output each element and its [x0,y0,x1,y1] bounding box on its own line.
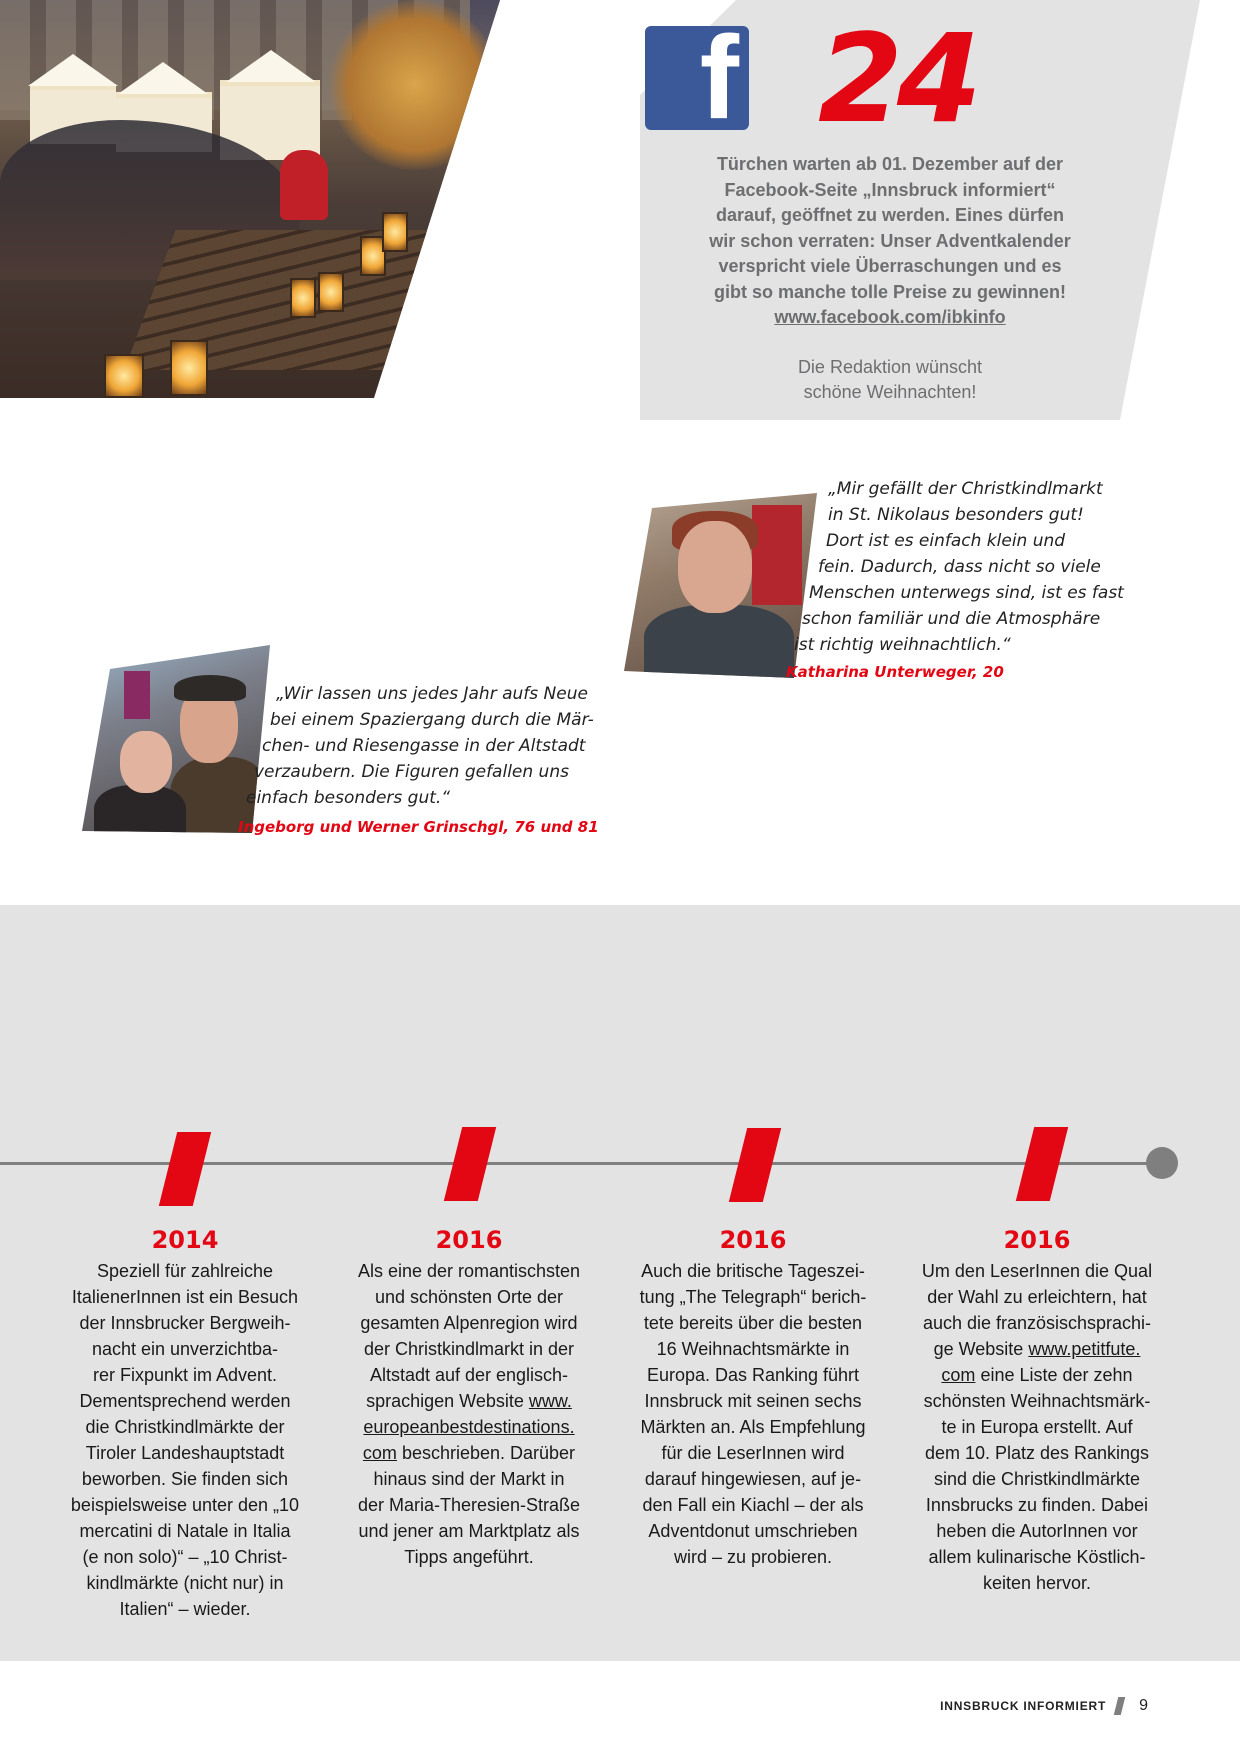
facebook-text-line: Facebook-Seite „Innsbruck informiert“ [724,179,1056,200]
text-line: Märkten an. Als Empfehlung [640,1417,866,1437]
text-line: und jener am Marktplatz als [358,1521,580,1541]
text-line: Italien“ – wieder. [119,1599,251,1619]
facebook-text-line: darauf, geöffnet zu werden. Eines dürfen [715,205,1065,225]
text-line: dem 10. Platz des Rankings [924,1443,1150,1463]
text-line: auch die französischsprachi- [922,1313,1152,1333]
facebook-text-line: gibt so manche tolle Preise zu gewinnen! [713,281,1067,302]
text-line: Adventdonut umschrieben [648,1521,858,1541]
slash-divider-icon [1114,1697,1125,1715]
text-line: Um den LeserInnen die Qual [921,1261,1153,1281]
quote-author-grinschgl: Ingeborg und Werner Grinschgl, 76 und 81 [238,818,599,836]
timeline-text [912,1258,1162,1596]
text-line: kindlmärkte (nicht nur) in [86,1573,284,1593]
text-line [912,1362,1162,1388]
quote-line: Dort ist es einfach klein und [826,531,1066,551]
text-line: sind die Christkindlmärkte [933,1469,1141,1489]
facebook-text [690,152,1090,406]
quote-line: schon familiär und die Atmosphäre [802,609,1101,629]
text-line: Innsbruck mit seinen sechs [644,1391,862,1411]
christmas-market-photo [0,0,500,398]
portrait-grinschgl [82,645,270,833]
quote-line: ist richtig weihnachtlich.“ [794,635,1011,655]
text-line: hinaus sind der Markt in [373,1469,565,1489]
website-link[interactable]: com [941,1365,976,1385]
text-line: schönsten Weihnachtsmärk- [923,1391,1151,1411]
quote-line: „Mir gefällt der Christkindlmarkt [828,479,1103,499]
timeline-end-dot [1146,1147,1178,1179]
quote-line: in St. Nikolaus besonders gut! [828,505,1084,525]
text-line: Europa. Das Ranking führt [646,1365,860,1385]
text-line: Tipps angeführt. [404,1547,534,1567]
text-line: für die LeserInnen wird [661,1443,845,1463]
timeline-text [628,1258,878,1570]
text-line: Altstadt auf der englisch- [369,1365,569,1385]
text-line: nacht ein unverzichtba- [91,1339,279,1359]
text-line: der Wahl zu erleichtern, hat [927,1287,1147,1307]
facebook-icon: f [645,26,749,130]
text-line: Auch die britische Tageszei- [641,1261,865,1281]
text-line [344,1388,594,1414]
website-link[interactable]: www. [528,1391,572,1411]
text-line: der Christkindlmarkt in der [363,1339,575,1359]
timeline-year: 2016 [435,1226,503,1254]
text-line: und schönsten Orte der [374,1287,564,1307]
text-line: Als eine der romantischsten [357,1261,581,1281]
quote-line: bei einem Spaziergang durch die Mär- [270,710,594,730]
greeting-line: schöne Weihnachten! [803,382,977,402]
text-line: Innsbrucks zu finden. Dabei [925,1495,1149,1515]
text-line: den Fall ein Kiachl – der als [642,1495,864,1515]
text-line: heben die AutorInnen vor [936,1521,1138,1541]
portrait-katharina [624,493,817,678]
facebook-text-line: wir schon verraten: Unser Adventkalender [709,230,1071,251]
text-line: Speziell für zahlreiche [96,1261,274,1281]
text-line: Dementsprechend werden [79,1391,291,1411]
timeline-entry-2016-petitfute [912,1222,1162,1596]
quote-line: verzaubern. Die Figuren gefallen uns [254,762,569,782]
timeline-entry-2016-telegraph [628,1222,878,1570]
text-line: keiten hervor. [982,1573,1092,1593]
text-line: darauf hingewiesen, auf je- [644,1469,862,1489]
facebook-text-line: Türchen warten ab 01. Dezember auf der [716,154,1064,174]
quote-line: fein. Dadurch, dass nicht so viele [818,557,1101,577]
text-line [912,1336,1162,1362]
text-line: rer Fixpunkt im Advent. [92,1365,278,1385]
text-fragment: sprachigen Website [366,1391,524,1411]
quote-line: „Wir lassen uns jedes Jahr aufs Neue [276,684,588,704]
facebook-text-line: verspricht viele Überraschungen und es [718,256,1062,276]
text-line: te in Europa erstellt. Auf [941,1417,1133,1437]
timeline-entry-2014 [60,1222,310,1622]
timeline-year: 2014 [151,1226,219,1254]
timeline-year: 2016 [1003,1226,1071,1254]
page-number: 9 [1139,1697,1148,1714]
text-line: mercatini di Natale in Italia [79,1521,291,1541]
text-line: 16 Weihnachtsmärkte in [656,1339,850,1359]
editorial-greeting [690,355,1090,406]
quote-author-katharina: Katharina Unterweger, 20 [786,663,1004,681]
quote-line: einfach besonders gut.“ [246,788,451,808]
text-line: beispielsweise unter den „10 [70,1495,300,1515]
facebook-link[interactable]: www.facebook.com/ibkinfo [774,307,1006,327]
timeline-entry-2016-europeanbestdestinations [344,1222,594,1570]
text-line: Tiroler Landeshauptstadt [85,1443,285,1463]
text-fragment: ge Website [933,1339,1024,1359]
text-line: der Maria-Theresien-Straße [357,1495,581,1515]
text-line: allem kulinarische Köstlich- [928,1547,1146,1567]
text-line [344,1440,594,1466]
text-line: tete bereits über die besten [643,1313,863,1333]
text-line: wird – zu probieren. [673,1547,833,1567]
text-line: tung „The Telegraph“ berich- [639,1287,867,1307]
timeline-text [60,1258,310,1622]
text-fragment: eine Liste der zehn [980,1365,1133,1385]
text-line: ItalienerInnen ist ein Besuch [71,1287,299,1307]
text-line: beworben. Sie finden sich [81,1469,289,1489]
website-link[interactable]: europeanbestdestinations. [363,1417,575,1437]
text-line: der Innsbrucker Bergweih- [79,1313,291,1333]
timeline-year: 2016 [719,1226,787,1254]
greeting-line: Die Redaktion wünscht [797,356,983,377]
timeline-text [344,1258,594,1570]
text-line: die Christkindlmärkte der [85,1417,285,1437]
page-footer [940,1694,1148,1718]
website-link[interactable]: www.petitfute. [1028,1339,1141,1359]
quote-line: chen- und Riesengasse in der Altstadt [262,736,586,756]
text-line: gesamten Alpenregion wird [360,1313,578,1333]
quote-line: Menschen unterwegs sind, ist es fast [809,583,1124,603]
text-line: (e non solo)“ – „10 Christ- [82,1547,288,1567]
website-link[interactable]: com [362,1443,397,1463]
advent-door-count: 24 [818,8,976,150]
text-fragment: beschrieben. Darüber [401,1443,576,1463]
publication-name: INNSBRUCK INFORMIERT [940,1699,1107,1713]
